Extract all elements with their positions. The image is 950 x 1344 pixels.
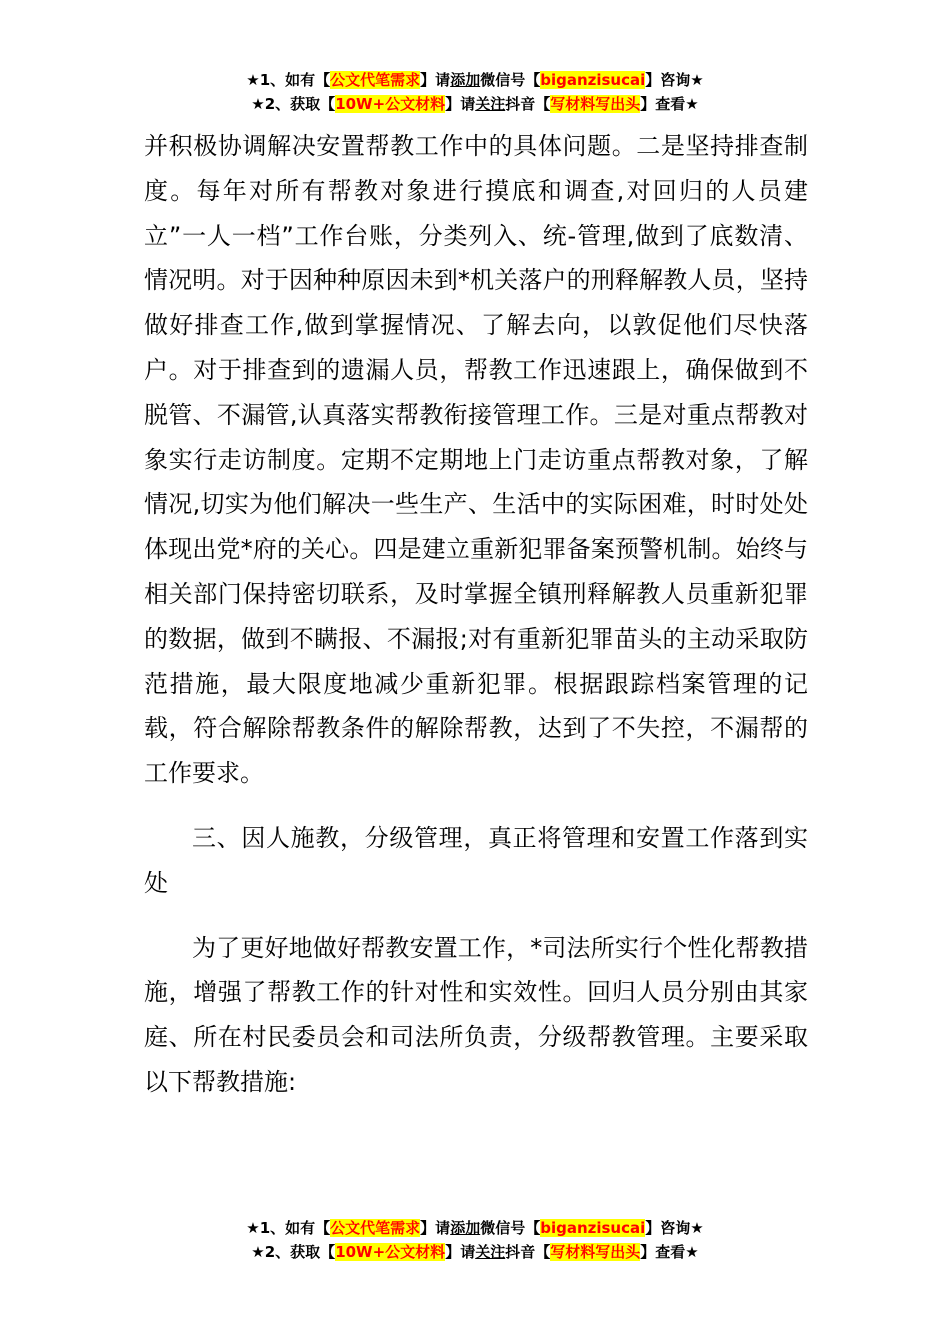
banner-underlined-text: 关注 bbox=[475, 95, 506, 113]
highlight-materials: 10W+公文材料 bbox=[335, 95, 446, 113]
banner-text: 】查看★ bbox=[640, 95, 699, 113]
banner-text: 】请 bbox=[445, 95, 476, 113]
header-banner-line-2 bbox=[0, 92, 950, 116]
banner-text: 抖音【 bbox=[505, 1243, 551, 1261]
header-banner bbox=[0, 68, 950, 116]
banner-text: 微信号【 bbox=[480, 71, 541, 89]
paragraph-gap bbox=[144, 906, 808, 926]
footer-banner bbox=[0, 1216, 950, 1264]
banner-underlined-text: 添加 bbox=[450, 71, 481, 89]
banner-text: 】咨询★ bbox=[645, 71, 704, 89]
banner-text: ★1、如有【 bbox=[246, 1219, 331, 1237]
highlight-douyin: 写材料写出头 bbox=[550, 95, 641, 113]
footer-banner-line-1 bbox=[0, 1216, 950, 1240]
banner-underlined-text: 关注 bbox=[475, 1243, 506, 1261]
banner-text: 】查看★ bbox=[640, 1243, 699, 1261]
banner-text: ★2、获取【 bbox=[251, 1243, 336, 1261]
banner-text: 】请 bbox=[420, 1219, 451, 1237]
body-paragraph: 并积极协调解决安置帮教工作中的具体问题。二是坚持排查制度。每年对所有帮教对象进行摸底和调查,对回归的人员建立”一人一档”工作台账，分类列入、统-管理,做到了底数清、情况明。对于因种种原因未到*机关落户的刑释解教人员，坚持做好排查工作,做到掌握情况、了解去向，以敦促他们尽快落户。对于排查到的遗漏人员，帮教工作迅速跟上，确保做到不脱管、不漏管,认真落实帮教衔接管理工作。三是对重点帮教对象实行走访制度。定期不定期地上门走访重点帮教对象，了解情况,切实为他们解决一些生产、生活中的实际困难，时时处处体现出党*府的关心。四是建立重新犯罪备案预警机制。始终与相关部门保持密切联系，及时掌握全镇刑释解教人员重新犯罪的数据，做到不瞒报、不漏报;对有重新犯罪苗头的主动采取防范措施，最大限度地减少重新犯罪。根据跟踪档案管理的记载，符合解除帮教条件的解除帮教，达到了不失控，不漏帮的工作要求。 bbox=[144, 132, 808, 788]
banner-text: ★2、获取【 bbox=[251, 95, 336, 113]
banner-text: 抖音【 bbox=[505, 95, 551, 113]
banner-underlined-text: 添加 bbox=[450, 1219, 481, 1237]
highlight-wechat-id: biganzisucai bbox=[540, 1219, 646, 1237]
highlight-service: 公文代笔需求 bbox=[330, 71, 421, 89]
highlight-douyin: 写材料写出头 bbox=[550, 1243, 641, 1261]
highlight-wechat-id: biganzisucai bbox=[540, 71, 646, 89]
highlight-materials: 10W+公文材料 bbox=[335, 1243, 446, 1261]
section-heading: 三、因人施教，分级管理，真正将管理和安置工作落到实处 bbox=[144, 823, 808, 897]
body-paragraph: 为了更好地做好帮教安置工作，*司法所实行个性化帮教措施，增强了帮教工作的针对性和实效性。回归人员分别由其家庭、所在村民委员会和司法所负责，分级帮教管理。主要采取以下帮教措施: bbox=[144, 933, 808, 1096]
banner-text: 】咨询★ bbox=[645, 1219, 704, 1237]
header-banner-line-1 bbox=[0, 68, 950, 92]
footer-banner-line-2 bbox=[0, 1240, 950, 1264]
banner-text: 】请 bbox=[445, 1243, 476, 1261]
document-body bbox=[144, 124, 808, 1105]
banner-text: 】请 bbox=[420, 71, 451, 89]
highlight-service: 公文代笔需求 bbox=[330, 1219, 421, 1237]
banner-text: 微信号【 bbox=[480, 1219, 541, 1237]
paragraph-gap bbox=[144, 796, 808, 816]
banner-text: ★1、如有【 bbox=[246, 71, 331, 89]
